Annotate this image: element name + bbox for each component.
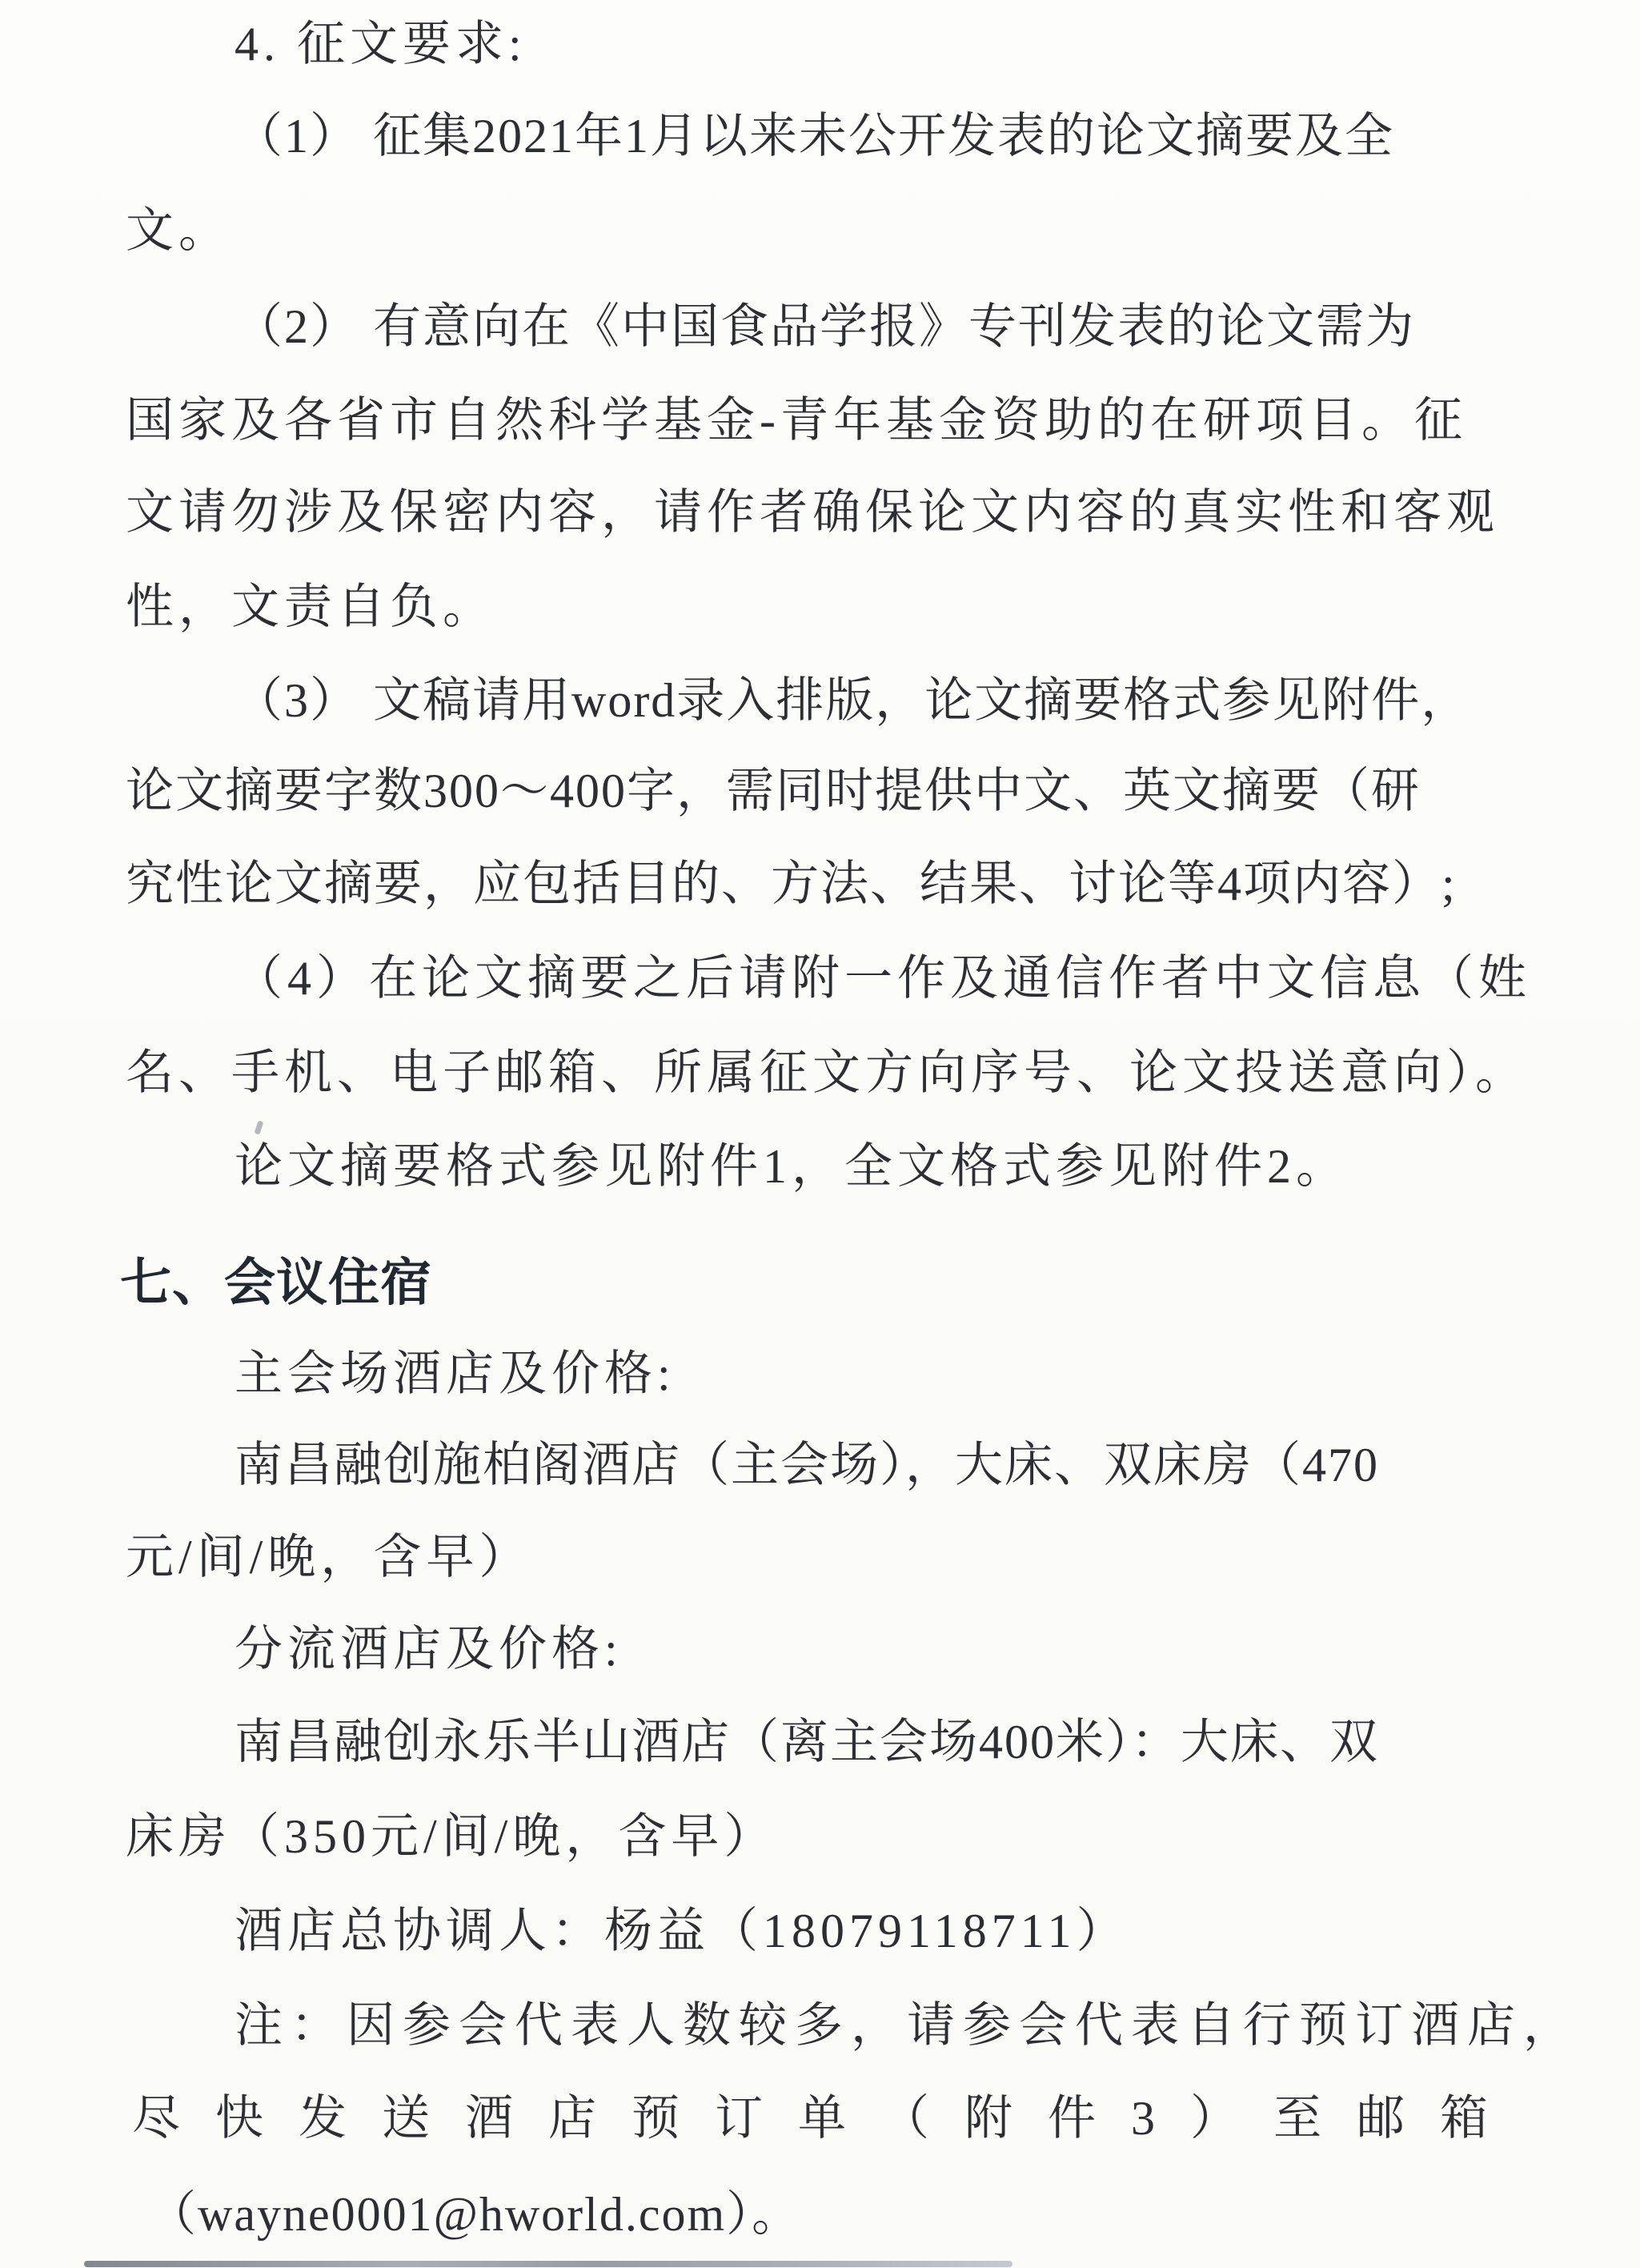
text-line-5: 国家及各省市自然科学基金-青年基金资助的在研项目。征: [126, 394, 1467, 447]
text-line-13: 论文摘要格式参见附件1，全文格式参见附件2。: [235, 1140, 1349, 1193]
scan-artifact-bottom-band: [84, 2261, 1012, 2267]
text-line-11: （4）在论文摘要之后请附一作及通信作者中文信息（姓: [235, 952, 1531, 1005]
section-heading: 七、会议住宿: [120, 1254, 432, 1311]
text-line-2: （1） 征集2021年1月以来未公开发表的论文摘要及全: [235, 110, 1394, 163]
text-line-10: 究性论文摘要，应包括目的、方法、结果、讨论等4项内容）;: [126, 857, 1457, 910]
text-line-4: （2） 有意向在《中国食品学报》专刊发表的论文需为: [235, 300, 1415, 353]
text-line-19: 南昌融创永乐半山酒店（离主会场400米）：大床、双: [235, 1716, 1379, 1768]
text-line-23: 尽快发送酒店预订单（附件3）至邮箱: [132, 2092, 1523, 2145]
text-line-20: 床房（350元/间/晚，含早）: [126, 1810, 777, 1863]
scan-artifact-speck: [255, 1120, 264, 1134]
text-line-12: 名、手机、电子邮箱、所属征文方向序号、论文投送意向）。: [126, 1046, 1528, 1099]
text-line-22: 注：因参会代表人数较多，请参会代表自行预订酒店，: [235, 1999, 1579, 2052]
text-line-16: 南昌融创施柏阁酒店（主会场），大床、双床房（470: [235, 1439, 1379, 1491]
text-line-8: （3） 文稿请用word录入排版，论文摘要格式参见附件，: [235, 674, 1471, 727]
text-line-9: 论文摘要字数300～400字，需同时提供中文、英文摘要（研: [126, 765, 1421, 817]
text-line-18: 分流酒店及价格:: [235, 1623, 623, 1676]
text-line-17: 元/间/晚，含早）: [126, 1531, 532, 1584]
text-line-1: 4. 征文要求:: [235, 18, 527, 70]
text-line-3: 文。: [126, 204, 231, 257]
text-line-7: 性，文责自负。: [126, 580, 495, 633]
text-line-15: 主会场酒店及价格:: [235, 1347, 676, 1400]
text-line-24-email: （wayne0001@hworld.com）。: [148, 2188, 802, 2241]
text-line-6: 文请勿涉及保密内容，请作者确保论文内容的真实性和客观: [126, 486, 1499, 539]
text-line-21: 酒店总协调人：杨益（18079118711）: [235, 1905, 1129, 1957]
